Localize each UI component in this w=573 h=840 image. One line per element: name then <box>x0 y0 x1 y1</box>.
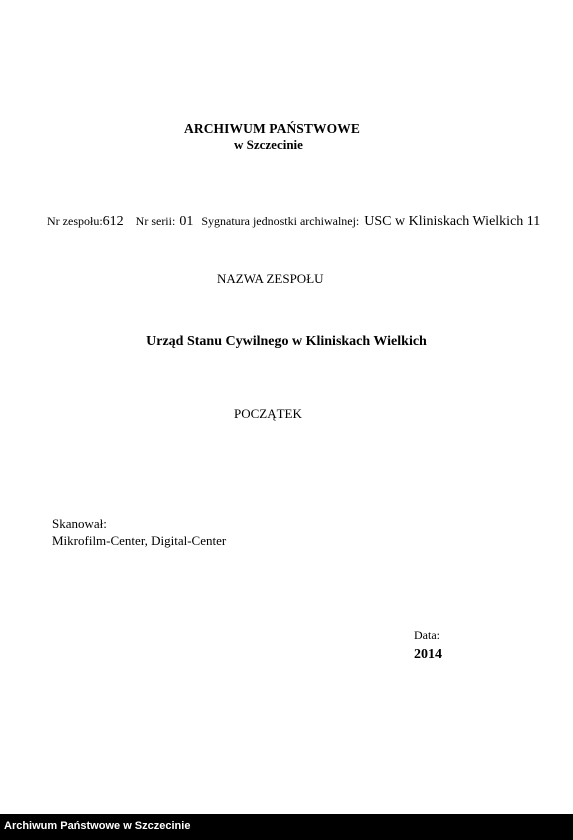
footer-archive-name: Archiwum Państwowe w Szczecinie <box>4 820 191 832</box>
metadata-row <box>47 214 540 230</box>
archive-title: ARCHIWUM PAŃSTWOWE <box>184 121 360 136</box>
fonds-name: Urząd Stanu Cywilnego w Kliniskach Wielkich <box>146 334 427 349</box>
footer-bar <box>0 814 573 840</box>
series-number-value: 01 <box>179 214 194 229</box>
scanned-by-label: Skanował: <box>52 516 107 531</box>
position-marker: POCZĄTEK <box>234 406 302 421</box>
archive-city: w Szczecinie <box>234 137 303 152</box>
fonds-number-label: Nr zespołu: <box>47 214 103 228</box>
date-label: Data: <box>414 628 440 642</box>
archival-signature-value: USC w Kliniskach Wielkich 11 <box>364 214 541 229</box>
fonds-number-value: 612 <box>102 214 124 229</box>
fonds-section-label: NAZWA ZESPOŁU <box>217 271 324 286</box>
date-value: 2014 <box>414 647 442 662</box>
series-number-label: Nr serii: <box>135 214 176 228</box>
scanned-by-value: Mikrofilm-Center, Digital-Center <box>52 533 227 548</box>
archival-signature-label: Sygnatura jednostki archiwalnej: <box>201 214 360 228</box>
